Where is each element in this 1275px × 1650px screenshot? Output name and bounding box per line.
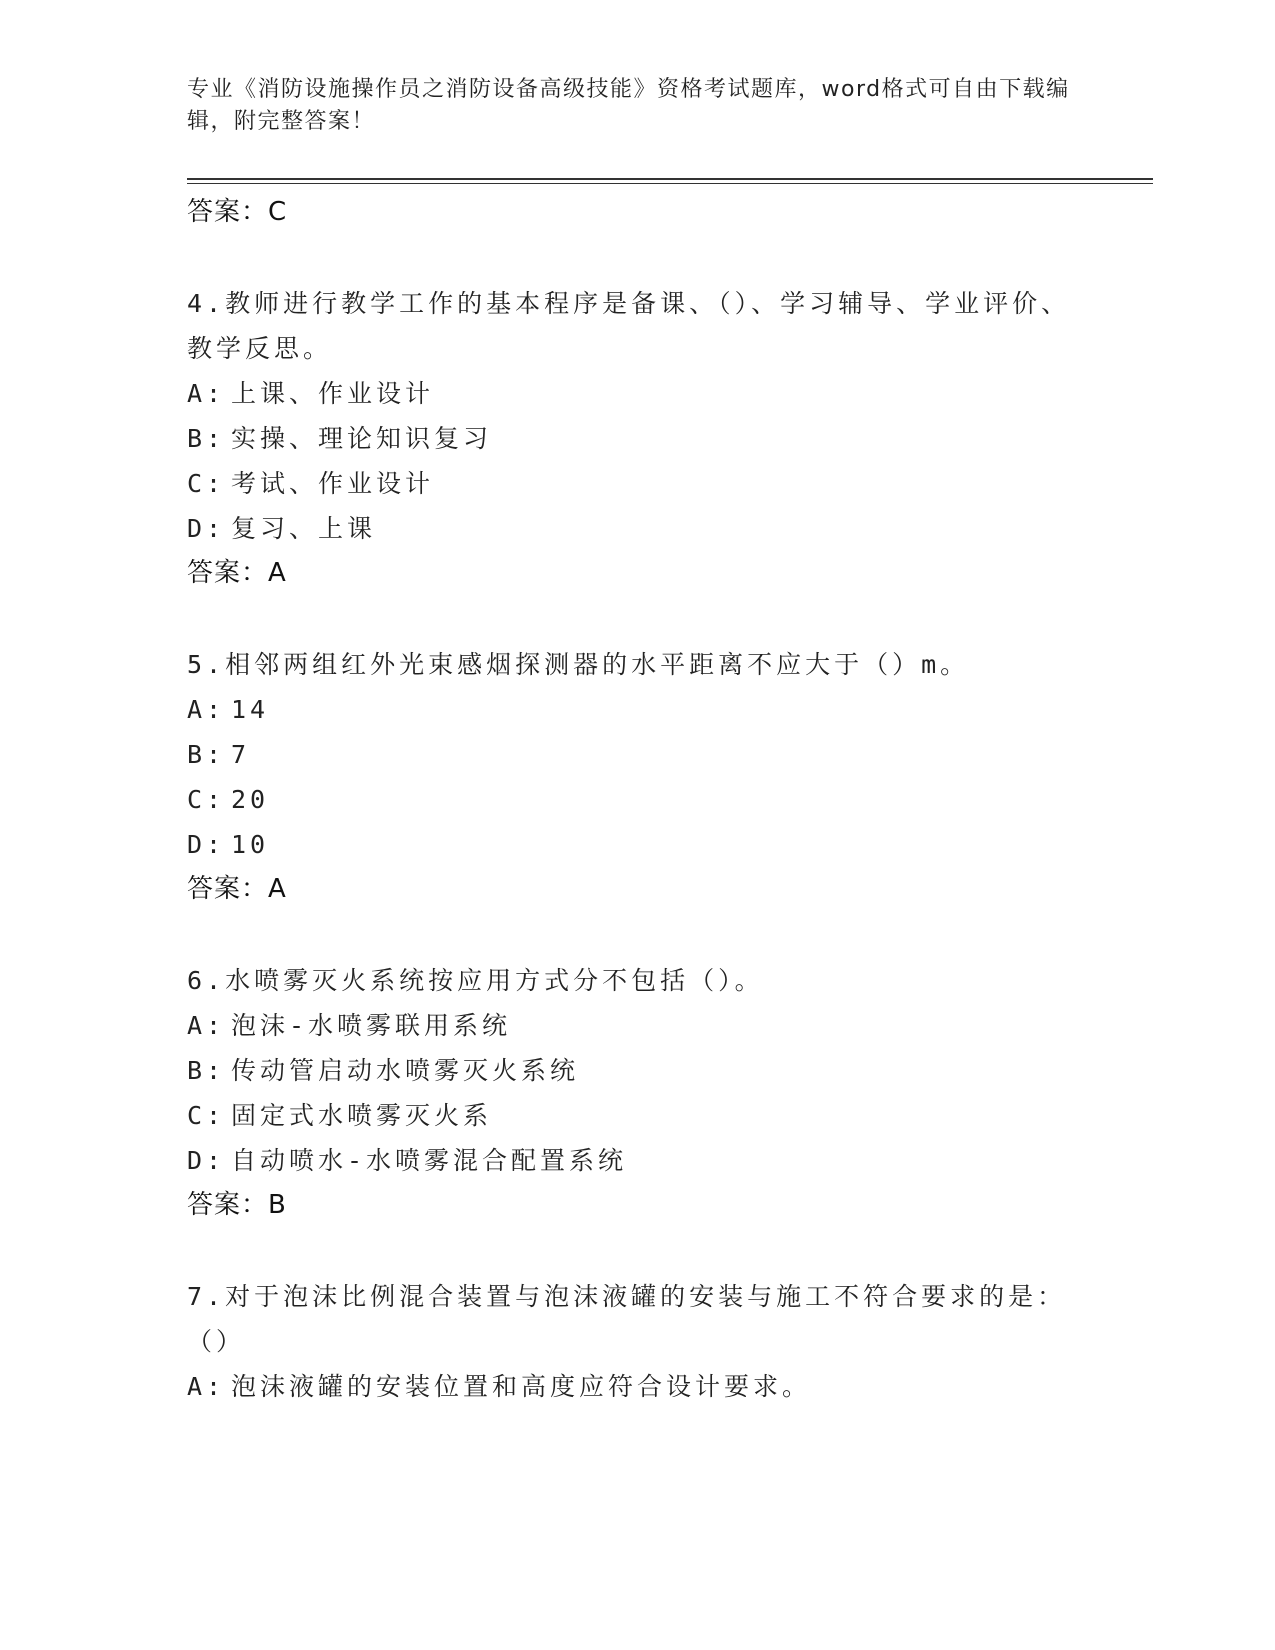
question-text: 7.对于泡沫比例混合装置与泡沫液罐的安装与施工不符合要求的是：（）	[187, 1282, 1067, 1356]
option-key: B:	[187, 424, 226, 453]
answer: 答案：B	[187, 1190, 287, 1220]
option-d	[187, 822, 1087, 867]
option-key: D:	[187, 830, 226, 859]
option-a	[187, 371, 1087, 416]
question-text: 5.相邻两组红外光束感烟探测器的水平距离不应大于（）m。	[187, 650, 970, 679]
header-divider-thick	[187, 178, 1153, 180]
answer: 答案：A	[187, 558, 287, 588]
option-text: 考试、作业设计	[231, 469, 435, 498]
option-key: A:	[187, 1011, 226, 1040]
question-item	[187, 958, 1087, 1228]
option-b	[187, 732, 1087, 777]
option-key: B:	[187, 740, 226, 769]
question-text: 6.水喷雾灭火系统按应用方式分不包括（）。	[187, 966, 764, 995]
question-item	[187, 642, 1087, 912]
option-c	[187, 1093, 1087, 1138]
option-key: A:	[187, 695, 226, 724]
option-text: 复习、上课	[231, 514, 377, 543]
option-text: 固定式水喷雾灭火系	[231, 1101, 493, 1130]
question-item	[187, 281, 1087, 596]
option-key: C:	[187, 785, 226, 814]
option-text: 7	[231, 740, 251, 769]
question-list	[187, 190, 1087, 1409]
option-d	[187, 1138, 1087, 1183]
option-text: 20	[231, 785, 270, 814]
option-a	[187, 687, 1087, 732]
option-c	[187, 777, 1087, 822]
previous-answer: 答案：C	[187, 197, 288, 227]
option-text: 10	[231, 830, 270, 859]
option-text: 自动喷水-水喷雾混合配置系统	[231, 1146, 628, 1175]
header-divider-thin	[187, 183, 1153, 184]
option-key: D:	[187, 514, 226, 543]
answer: 答案：A	[187, 874, 287, 904]
option-b	[187, 1048, 1087, 1093]
option-a	[187, 1364, 1087, 1409]
option-text: 传动管启动水喷雾灭火系统	[231, 1056, 580, 1085]
option-key: A:	[187, 379, 226, 408]
option-text: 14	[231, 695, 270, 724]
question-item	[187, 1274, 1087, 1409]
option-key: C:	[187, 469, 226, 498]
option-text: 实操、理论知识复习	[231, 424, 493, 453]
option-text: 上课、作业设计	[231, 379, 435, 408]
option-b	[187, 416, 1087, 461]
option-key: B:	[187, 1056, 226, 1085]
option-c	[187, 461, 1087, 506]
option-a	[187, 1003, 1087, 1048]
option-d	[187, 506, 1087, 551]
option-text: 泡沫液罐的安装位置和高度应符合设计要求。	[231, 1372, 812, 1401]
page-header: 专业《消防设施操作员之消防设备高级技能》资格考试题库，word格式可自由下载编辑，附完整答案！	[187, 77, 1070, 134]
option-text: 泡沫-水喷雾联用系统	[231, 1011, 512, 1040]
option-key: D:	[187, 1146, 226, 1175]
question-text: 4.教师进行教学工作的基本程序是备课、（）、学习辅导、学业评价、教学反思。	[187, 289, 1071, 363]
option-key: A:	[187, 1372, 226, 1401]
option-key: C:	[187, 1101, 226, 1130]
